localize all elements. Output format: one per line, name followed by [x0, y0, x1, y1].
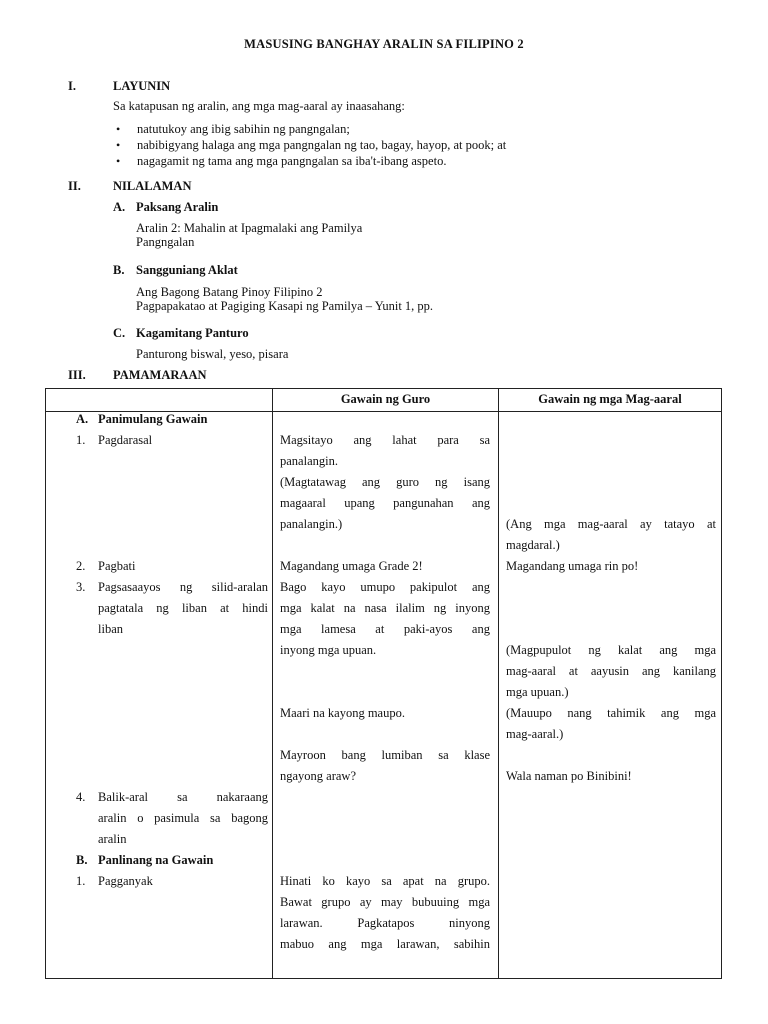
column-header-gawain-guro: Gawain ng Guro — [340, 392, 431, 406]
pamamaraan-table — [45, 388, 722, 979]
guro-cell — [280, 430, 490, 535]
cell-line: mag-aaral at aayusin ang kanilang — [506, 664, 716, 678]
cell-line: mag-aaral.) — [506, 727, 564, 741]
cell-line: aralin o pasimula sa bagong — [98, 811, 268, 825]
sangguniang-aklat-line: Ang Bagong Batang Pinoy Filipino 2 — [136, 285, 323, 299]
sangguniang-aklat-body — [136, 285, 433, 313]
paksang-aralin-body — [136, 221, 362, 249]
column-header-gawain-mag-aaral: Gawain ng mga Mag-aaral — [538, 392, 682, 406]
list-item: • nagagamit ng tama ang mga pangngalan sa iba't-ibang aspeto. — [113, 153, 506, 169]
table-section-letter-a: A. — [76, 412, 89, 426]
subsection-title-paksang-aralin: Paksang Aralin — [136, 200, 219, 214]
cell-line: (Mauupo nang tahimik ang mga — [506, 706, 716, 720]
cell-line: panalangin. — [280, 454, 338, 468]
cell-line: ngayong araw? — [280, 769, 357, 783]
cell-line: Bago kayo umupo pakipulot ang — [280, 580, 490, 594]
step-number: 1. — [76, 874, 86, 888]
mag-aaral-cell — [506, 640, 716, 703]
cell-line: magaaral upang pangunahan ang — [280, 496, 490, 510]
cell-line: (Ang mga mag-aaral ay tatayo at — [506, 517, 716, 531]
cell-line: magdaral.) — [506, 538, 560, 552]
cell-line: Bawat grupo ay may bubuuing mga — [280, 895, 490, 909]
cell-line: mga kalat na nasa ilalim ng inyong — [280, 601, 490, 615]
cell-line: larawan. Pagkatapos ninyong — [280, 916, 490, 930]
cell-line: pagtatala ng liban at hindi — [98, 601, 268, 615]
guro-cell — [280, 871, 490, 955]
step-label: Pagganyak — [98, 874, 153, 888]
subsection-title-kagamitang-panturo: Kagamitang Panturo — [136, 326, 249, 340]
cell-line: Hinati ko kayo sa apat na grupo. — [280, 874, 490, 888]
guro-cell — [280, 577, 490, 661]
table-section-letter-b: B. — [76, 853, 88, 867]
document-title: MASUSING BANGHAY ARALIN SA FILIPINO 2 — [244, 37, 524, 51]
paksang-aralin-line: Pangngalan — [136, 235, 195, 249]
cell-line: Mayroon bang lumiban sa klase — [280, 748, 490, 762]
cell-line: (Magtatawag ang guro ng isang — [280, 475, 490, 489]
cell-line: Balik-aral sa nakaraang — [98, 790, 268, 804]
list-item: • natutukoy ang ibig sabihin ng pangngalan; — [113, 121, 506, 137]
table-section-title-panimula: Panimulang Gawain — [98, 412, 208, 426]
step-label — [98, 577, 268, 640]
mag-aaral-cell: Wala naman po Binibini! — [506, 769, 632, 783]
column-divider — [272, 389, 273, 978]
subsection-title-sangguniang-aklat: Sangguniang Aklat — [136, 263, 238, 277]
paksang-aralin-line: Aralin 2: Mahalin at Ipagmalaki ang Pamilya — [136, 221, 363, 235]
step-number: 3. — [76, 580, 86, 594]
step-number: 1. — [76, 433, 86, 447]
cell-line: Pagsasaayos ng silid-aralan — [98, 580, 268, 594]
mag-aaral-cell: Magandang umaga rin po! — [506, 559, 639, 573]
layunin-bullet-list — [113, 121, 506, 169]
column-divider — [498, 389, 499, 978]
step-label: Pagdarasal — [98, 433, 153, 447]
step-number: 2. — [76, 559, 86, 573]
kagamitang-panturo-line: Panturong biswal, yeso, pisara — [136, 347, 289, 361]
cell-line: panalangin.) — [280, 517, 343, 531]
cell-line: inyong mga upuan. — [280, 643, 377, 657]
step-label — [98, 787, 268, 850]
cell-line: aralin — [98, 832, 127, 846]
section-numeral-3: III. — [68, 368, 86, 382]
mag-aaral-cell — [506, 514, 716, 556]
step-label: Pagbati — [98, 559, 136, 573]
guro-cell: Maari na kayong maupo. — [280, 706, 405, 720]
subsection-letter-a: A. — [113, 200, 126, 214]
sangguniang-aklat-line: Pagpapakatao at Pagiging Kasapi ng Pamilya – Yunit 1, pp. — [136, 299, 434, 313]
cell-line: mga upuan.) — [506, 685, 569, 699]
guro-cell: Magandang umaga Grade 2! — [280, 559, 423, 573]
guro-cell — [280, 745, 490, 787]
cell-line: liban — [98, 622, 123, 636]
cell-line: Magsitayo ang lahat para sa — [280, 433, 490, 447]
section-numeral-1: I. — [68, 79, 76, 93]
section-heading-pamamaraan: PAMAMARAAN — [113, 368, 207, 382]
list-item: • nabibigyang halaga ang mga pangngalan ng tao, bagay, hayop, at pook; at — [113, 137, 506, 153]
cell-line: mga lamesa at paki-ayos ang — [280, 622, 490, 636]
subsection-letter-b: B. — [113, 263, 125, 277]
section-numeral-2: II. — [68, 179, 81, 193]
kagamitang-panturo-body — [136, 347, 288, 361]
section-heading-layunin: LAYUNIN — [113, 79, 171, 93]
table-section-title-panlinang: Panlinang na Gawain — [98, 853, 214, 867]
cell-line: mabuo ang mga larawan, sabihin — [280, 937, 490, 951]
mag-aaral-cell — [506, 703, 716, 745]
section-heading-nilalaman: NILALAMAN — [113, 179, 192, 193]
subsection-letter-c: C. — [113, 326, 126, 340]
layunin-intro: Sa katapusan ng aralin, ang mga mag-aaral ay inaasahang: — [113, 99, 405, 113]
cell-line: (Magpupulot ng kalat ang mga — [506, 643, 716, 657]
step-number: 4. — [76, 790, 86, 804]
